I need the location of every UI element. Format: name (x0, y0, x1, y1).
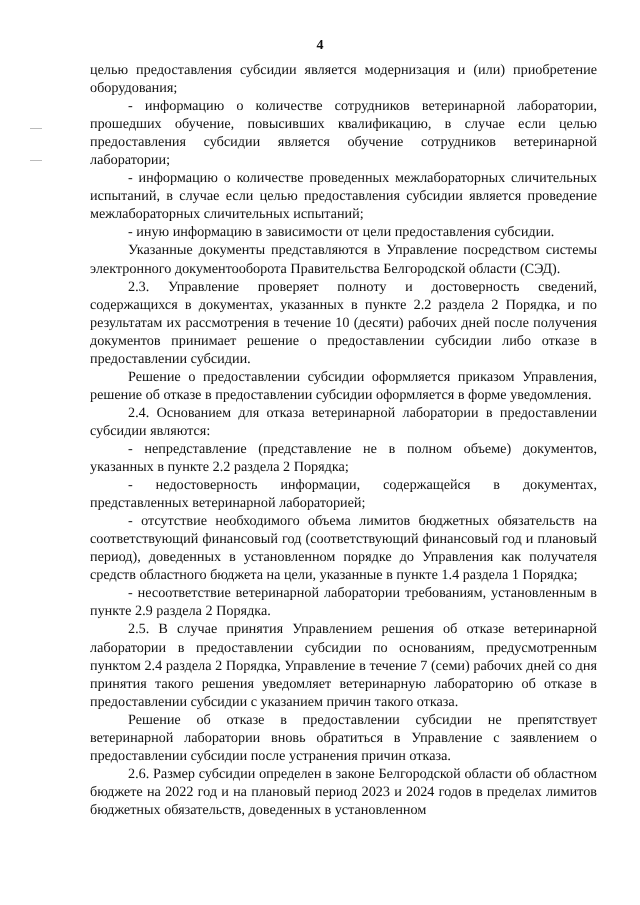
paragraph-decision-form: Решение о предоставлении субсидии оформляется приказом Управления, решение об отказе в предоставлении субсидии оформляется в форме уведомления. (90, 368, 597, 403)
paragraph-clause-2-3: 2.3. Управление проверяет полноту и достоверность сведений, содержащихся в документах, указанных в пункте 2.2 раздела 2 Порядка, и по результатам их рассмотрения в течение 10 (десяти) рабочих дней после получения документов принимает решение о предоставлении субсидии либо отказе в предоставлении субсидии. (90, 278, 597, 367)
document-body (90, 61, 597, 819)
margin-mark (30, 160, 42, 161)
paragraph-list-item-interlab-tests: - информацию о количестве проведенных межлабораторных сличительных испытаний, в случае если целью предоставления субсидии является проведение межлабораторных сличительных испытаний; (90, 170, 597, 223)
paragraph-list-item-non-submission: - непредставление (представление не в полном объеме) документов, указанных в пункте 2.2 раздела 2 Порядка; (90, 440, 597, 476)
paragraph-list-item-unreliable-info: - недостоверность информации, содержащейся в документах, представленных ветеринарной лабораторией; (90, 477, 597, 512)
paragraph-clause-2-6: 2.6. Размер субсидии определен в законе Белгородской области об областном бюджете на 2022 год и на плановый период 2023 и 2024 годов в пределах лимитов бюджетных обязательств, доведенных в установленном (90, 765, 597, 818)
margin-mark (30, 128, 42, 129)
page-number: 4 (316, 38, 324, 53)
paragraph-reapplication: Решение об отказе в предоставлении субсидии не препятствует ветеринарной лаборатории вновь обратиться в Управление с заявлением о предоставлении субсидии после устранения причин отказа. (90, 711, 597, 764)
paragraph-list-item-staff-training: - информацию о количестве сотрудников ветеринарной лаборатории, прошедших обучение, повысивших квалификацию, в случае если целью предоставления субсидии является обучение сотрудников ветеринарной лаборатории; (90, 98, 597, 169)
paragraph-list-item-non-compliance: - несоответствие ветеринарной лаборатории требованиям, установленным в пункте 2.9 раздела 2 Порядка. (90, 585, 597, 620)
paragraph-clause-2-4: 2.4. Основанием для отказа ветеринарной лаборатории в предоставлении субсидии являются: (90, 404, 597, 439)
paragraph-continuation: целью предоставления субсидии является модернизация и (или) приобретение оборудования; (90, 62, 597, 97)
paragraph-documents-submission: Указанные документы представляются в Управление посредством системы электронного документооборота Правительства Белгородской области (СЭД). (90, 242, 597, 277)
paragraph-list-item-other-info: - иную информацию в зависимости от цели предоставления субсидии. (128, 224, 555, 241)
paragraph-list-item-budget-limits: - отсутствие необходимого объема лимитов бюджетных обязательств на соответствующий финансовый год (соответствующий финансовый год и плановый период), доведенных в установленном порядке до Управления как получателя средств областного бюджета на цели, указанные в пункте 1.4 раздела 1 Порядка; (90, 513, 597, 584)
paragraph-clause-2-5: 2.5. В случае принятия Управлением решения об отказе ветеринарной лаборатории в предоставлении субсидии по основаниям, предусмотренным пунктом 2.4 раздела 2 Порядка, Управление в течение 7 (семи) рабочих дней со дня принятия такого решения уведомляет ветеринарную лабораторию об отказе в предоставлении субсидии с указанием причин такого отказа. (90, 621, 597, 710)
